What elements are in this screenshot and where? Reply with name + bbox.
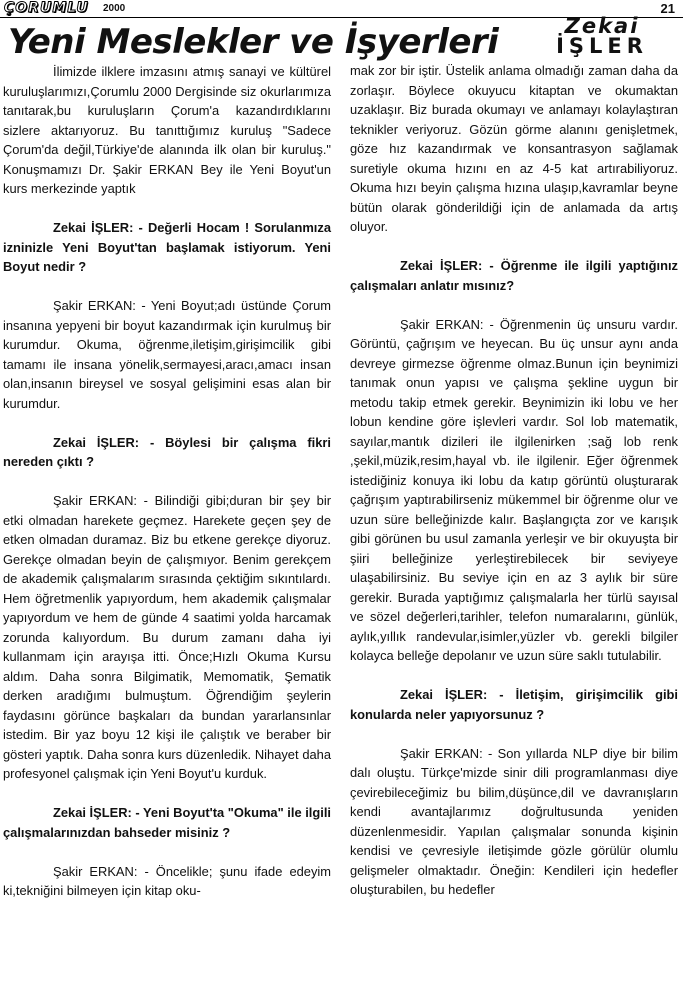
question-paragraph: Zekai İŞLER: - Değerli Hocam ! Sorulanmıza izninizle Yeni Boyut'tan başlamak istiyorum. Yeni Boyut nedir ? [3, 220, 331, 274]
answer-paragraph: Şakir ERKAN: - Öğrenmenin üç unsuru vardır. Görüntü, çağrışım ve heyecan. Bu üç unsur aynı anda devreye girmezse öğrenme olmaz.Bunun için beynimizi tanımak onun yapısı ve çalışma şekline uygun bir metodu takip etmek gerekir. Beynimizin iki lobu ve her lobun kendine göre işlevleri vardır. Sol lob matematik, sayılar,mantık dizileri ile ilgilenirken ;sağ lob renk ,şekil,müzik,resim,hayal vb. ile ilgilenir. Eğer öğrenmek istediğiniz konuya iki lobu da katıp görüntü oluşturarak çağrışım yaptırabilirseniz mükemmel bir öğrenme olur ve uzun süre belleğinizde kalır. Başlangıçta zor ve karışık gibi görünen bu usul zamanla yerleşir ve bir okuyuşta bir şiiri belleğinize yerleştirebilecek bir seviyeye ulaşabilirsiniz. Bu seviye için en az 3 aylık bir süre gerekir. Burada yaptığımız çalışmalarla her türlü sayısal ve sözel değerleri,tarihler, telefon numaralarını, günlük, aylık,yıllık randevular,isimler,yüzler vb. gerekli bilgiler kolayca belleğe depolanır ve uzun süre saklı tutulabilir. [350, 316, 678, 663]
intro-paragraph: İlimizde ilklere imzasını atmış sanayi ve kültürel kuruluşlarımızı,Çorumlu 2000 Dergisinde siz okurlarımıza tanıtarak,bu kuruluşların Çorum'a kazandırdıklarını sizlere aktarıyoruz. Bu tanıttığımız kuruluş "Sadece Çorum'da değil,Türkiye'de alanında ilk olan bir kuruluş." Konuşmamızı Dr. Şakir ERKAN Bey ile Yeni Boyut'un kurs merkezinde yaptık [3, 64, 331, 196]
issue-year: 2000 [103, 3, 126, 14]
author-first-name: Zekai [564, 14, 640, 38]
question-paragraph: Zekai İŞLER: - İletişim, girişimcilik gibi konularda neler yapıyorsunuz ? [350, 687, 678, 722]
author-last-name: İŞLER [556, 34, 648, 58]
question-paragraph: Zekai İŞLER: - Yeni Boyut'ta "Okuma" ile ilgili çalışmalarınızdan bahseder misiniz ? [3, 805, 331, 840]
left-column [3, 62, 331, 901]
magazine-logo: ÇORUMLU [4, 0, 89, 16]
article-title: Yeni Meslekler ve İşyerleri [8, 22, 499, 62]
answer-paragraph: Şakir ERKAN: - Bilindiği gibi;duran bir şey bir etki olmadan harekete geçmez. Harekete geçen şey de etken olmadan duramaz. Biz bu etkene gerekçe diyoruz. Gerekçe olmadan beyin de çalışmıyor. Benim gerekçem de akademik çalışmalarım sırasında çektiğim sıkıntılardı. Hem öğretmenlik yapıyordum, hem akademik çalışmalar yapıyordum ve hem de günde 4 saatimi yolda harcamak zorunda kalıyordum. Bu durum zamanı daha iyi kullanmam için arayışa itti. Önce;Hızlı Okuma Kursu aldım. Daha sonra Bilgimatik, Memomatik, Şematik derken aradığımı bulmuştum. Öğrendiğim şeylerin faydasını görünce başkaları da bundan yararlansınlar istedim. Bir yaz boyu 12 kişi ile çalıştık ve beraber bir gösteri yaptık. Daha sonra kurs düzenledik. Nihayet daha profesyonel çalışmak için Yeni Boyut'u kurduk. [3, 493, 331, 781]
answer-paragraph: Şakir ERKAN: - Öncelikle; şunu ifade edeyim ki,tekniğini bilmeyen için kitap oku- [3, 863, 331, 898]
question-paragraph: Zekai İŞLER: - Böylesi bir çalışma fikri nereden çıktı ? [3, 434, 331, 469]
author-byline [527, 16, 677, 56]
page-number: 21 [660, 1, 675, 16]
answer-paragraph: Şakir ERKAN: - Yeni Boyut;adı üstünde Çorum insanına yepyeni bir boyut kazandırmak için kurulmuş bir kurumdur. Okuma, öğrenme,iletişim,girişimcilik gibi tamamı ile insana yönelik,sermayesi,aracı,amacı insan olan,insanın bireysel ve sosyal gelişimini esas alan bir kurumdur. [3, 298, 331, 411]
right-column [350, 61, 678, 900]
question-paragraph: Zekai İŞLER: - Öğrenme ile ilgili yaptığınız çalışmaları anlatır mısınız? [350, 258, 678, 293]
answer-paragraph: Şakir ERKAN: - Son yıllarda NLP diye bir bilim dalı oluştu. Türkçe'mizde sinir dili programlanması diye çevirebileceğimiz bu bilim,düşünce,dil ve davranışların kendi avantajlarımız doğrultusunda yeniden düzenlenmesidir. Yapılan çalışmalar sonunda kişinin kendisi ve çevresiyle iletişimde gözle görülür olumlu gelişmeler olmaktadır. Öneğin: Kendileri için hedefler oluşturabilen, bu hedefler [350, 745, 678, 897]
continued-paragraph: mak zor bir iştir. Üstelik anlama olmadığı zaman daha da zorlaşır. Böylece okuyucu kitaptan ve okumaktan uzaklaşır. Biz burada okumayı ve anlamayı kolaylaştıran teknikler veriyoruz. Gözün görme alanını genişletmek, göze hız kazandırmak ve konsantrasyon sağlamak suretiyle okuma hızını en az 4-5 kat artırabiliyoruz. Okuma hızı beyin çalışma hızına ulaşıp,kavramlar beyne bütün olarak gönderildiği için de anlamada da artış oluyor. [350, 63, 678, 234]
